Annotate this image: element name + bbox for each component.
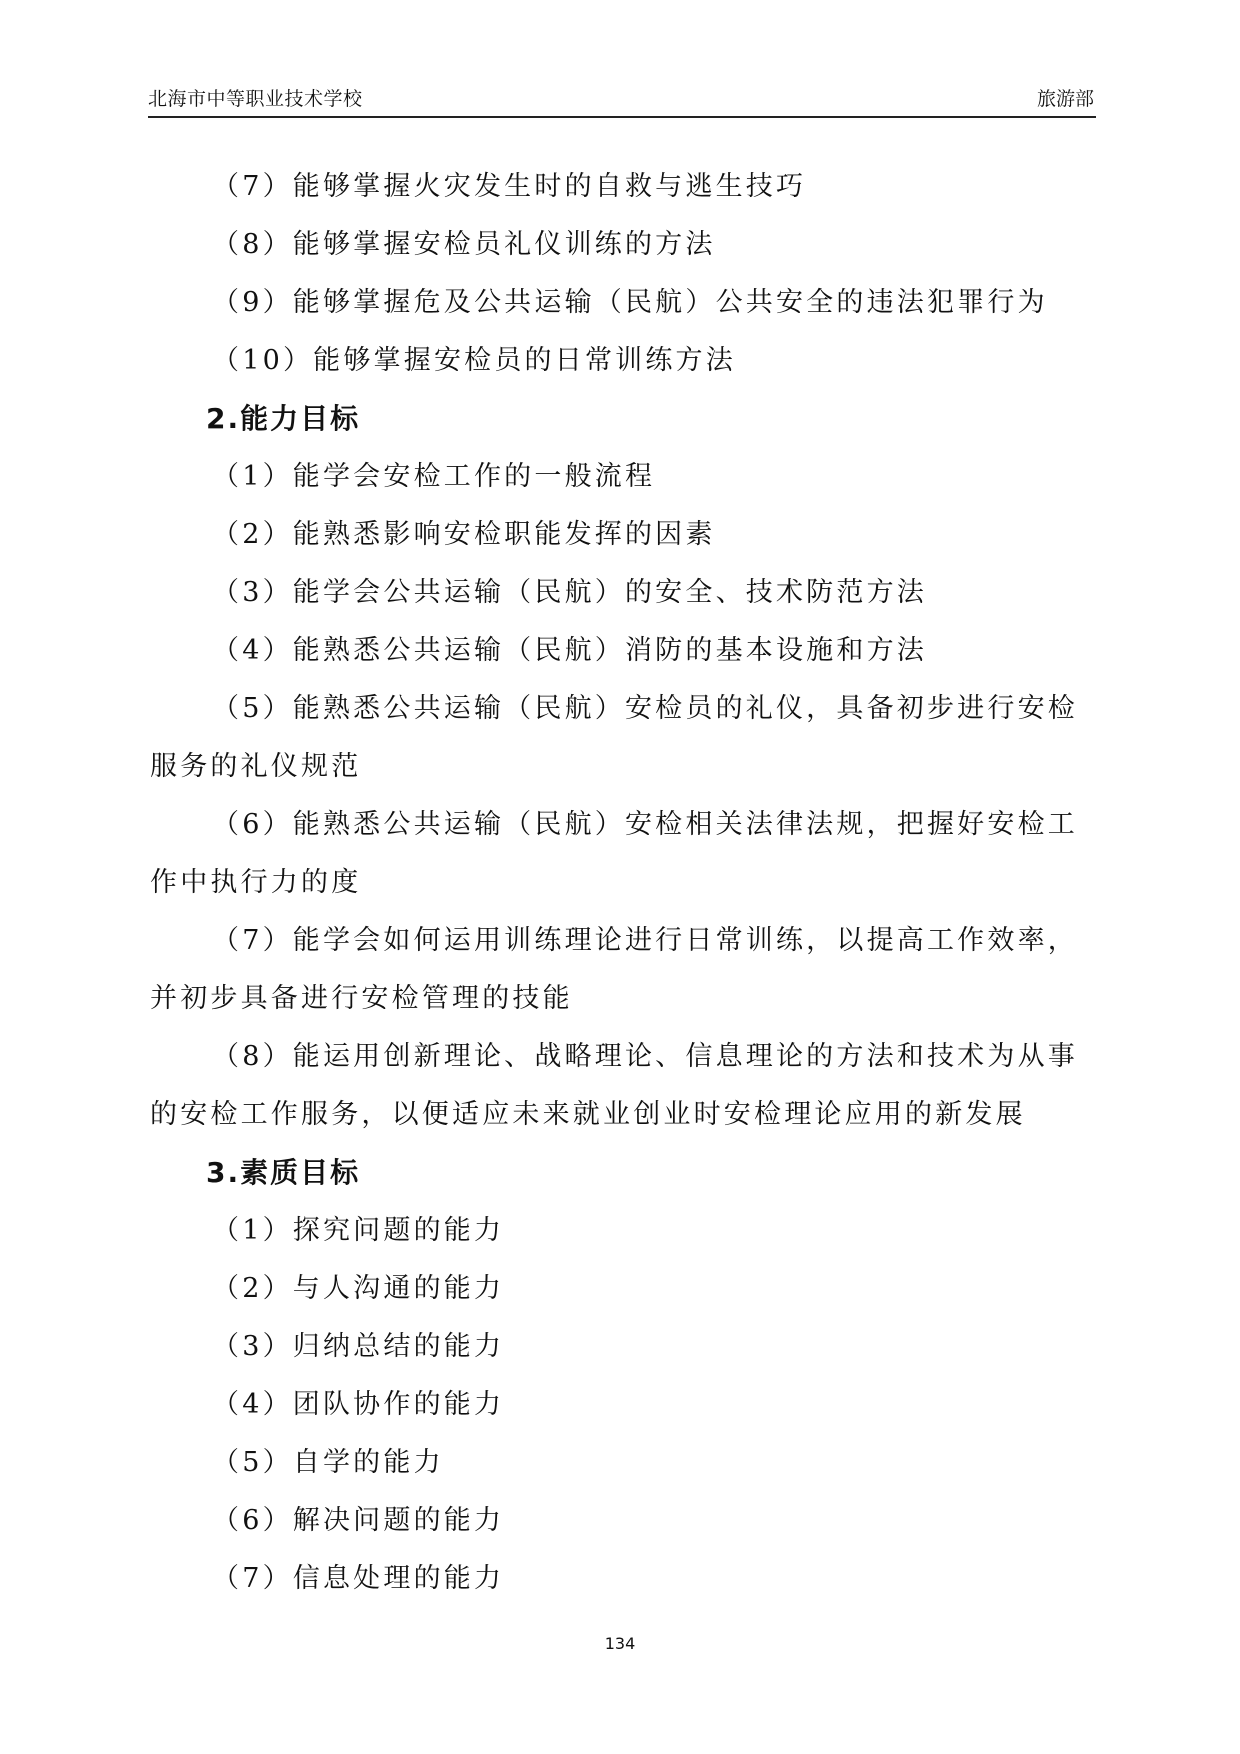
page-header xyxy=(148,86,1096,118)
quality-item-6: （6）解决问题的能力 xyxy=(212,1505,505,1536)
ability-item-5: （5）能熟悉公共运输（民航）安检员的礼仪，具备初步进行安检服务的礼仪规范 xyxy=(150,693,1078,782)
page-number: 134 xyxy=(604,1634,636,1653)
ability-item-1: （1）能学会安检工作的一般流程 xyxy=(212,461,656,492)
header-department: 旅游部 xyxy=(1036,88,1094,110)
ability-item-6: （6）能熟悉公共运输（民航）安检相关法律法规，把握好安检工作中执行力的度 xyxy=(150,809,1078,898)
knowledge-item-10: （10）能够掌握安检员的日常训练方法 xyxy=(212,345,736,376)
document-body xyxy=(150,158,1098,1608)
ability-item-4: （4）能熟悉公共运输（民航）消防的基本设施和方法 xyxy=(212,635,927,666)
quality-item-5: （5）自学的能力 xyxy=(212,1447,444,1478)
ability-item-8: （8）能运用创新理论、战略理论、信息理论的方法和技术为从事的安检工作服务，以便适应未来就业创业时安检理论应用的新发展 xyxy=(150,1041,1078,1130)
quality-item-4: （4）团队协作的能力 xyxy=(212,1389,505,1420)
ability-item-2: （2）能熟悉影响安检职能发挥的因素 xyxy=(212,519,716,550)
header-school-name: 北海市中等职业技术学校 xyxy=(148,88,363,110)
quality-item-2: （2）与人沟通的能力 xyxy=(212,1273,505,1304)
quality-heading: 3.素质目标 xyxy=(206,1156,361,1189)
ability-heading: 2.能力目标 xyxy=(206,402,361,435)
ability-item-3: （3）能学会公共运输（民航）的安全、技术防范方法 xyxy=(212,577,927,608)
quality-item-7: （7）信息处理的能力 xyxy=(212,1563,505,1594)
knowledge-item-9: （9）能够掌握危及公共运输（民航）公共安全的违法犯罪行为 xyxy=(212,287,1048,318)
quality-item-3: （3）归纳总结的能力 xyxy=(212,1331,505,1362)
quality-item-1: （1）探究问题的能力 xyxy=(212,1215,505,1246)
ability-item-7: （7）能学会如何运用训练理论进行日常训练，以提高工作效率，并初步具备进行安检管理的技能 xyxy=(150,925,1078,1014)
knowledge-item-7: （7）能够掌握火灾发生时的自救与逃生技巧 xyxy=(212,171,807,202)
knowledge-item-8: （8）能够掌握安检员礼仪训练的方法 xyxy=(212,229,716,260)
